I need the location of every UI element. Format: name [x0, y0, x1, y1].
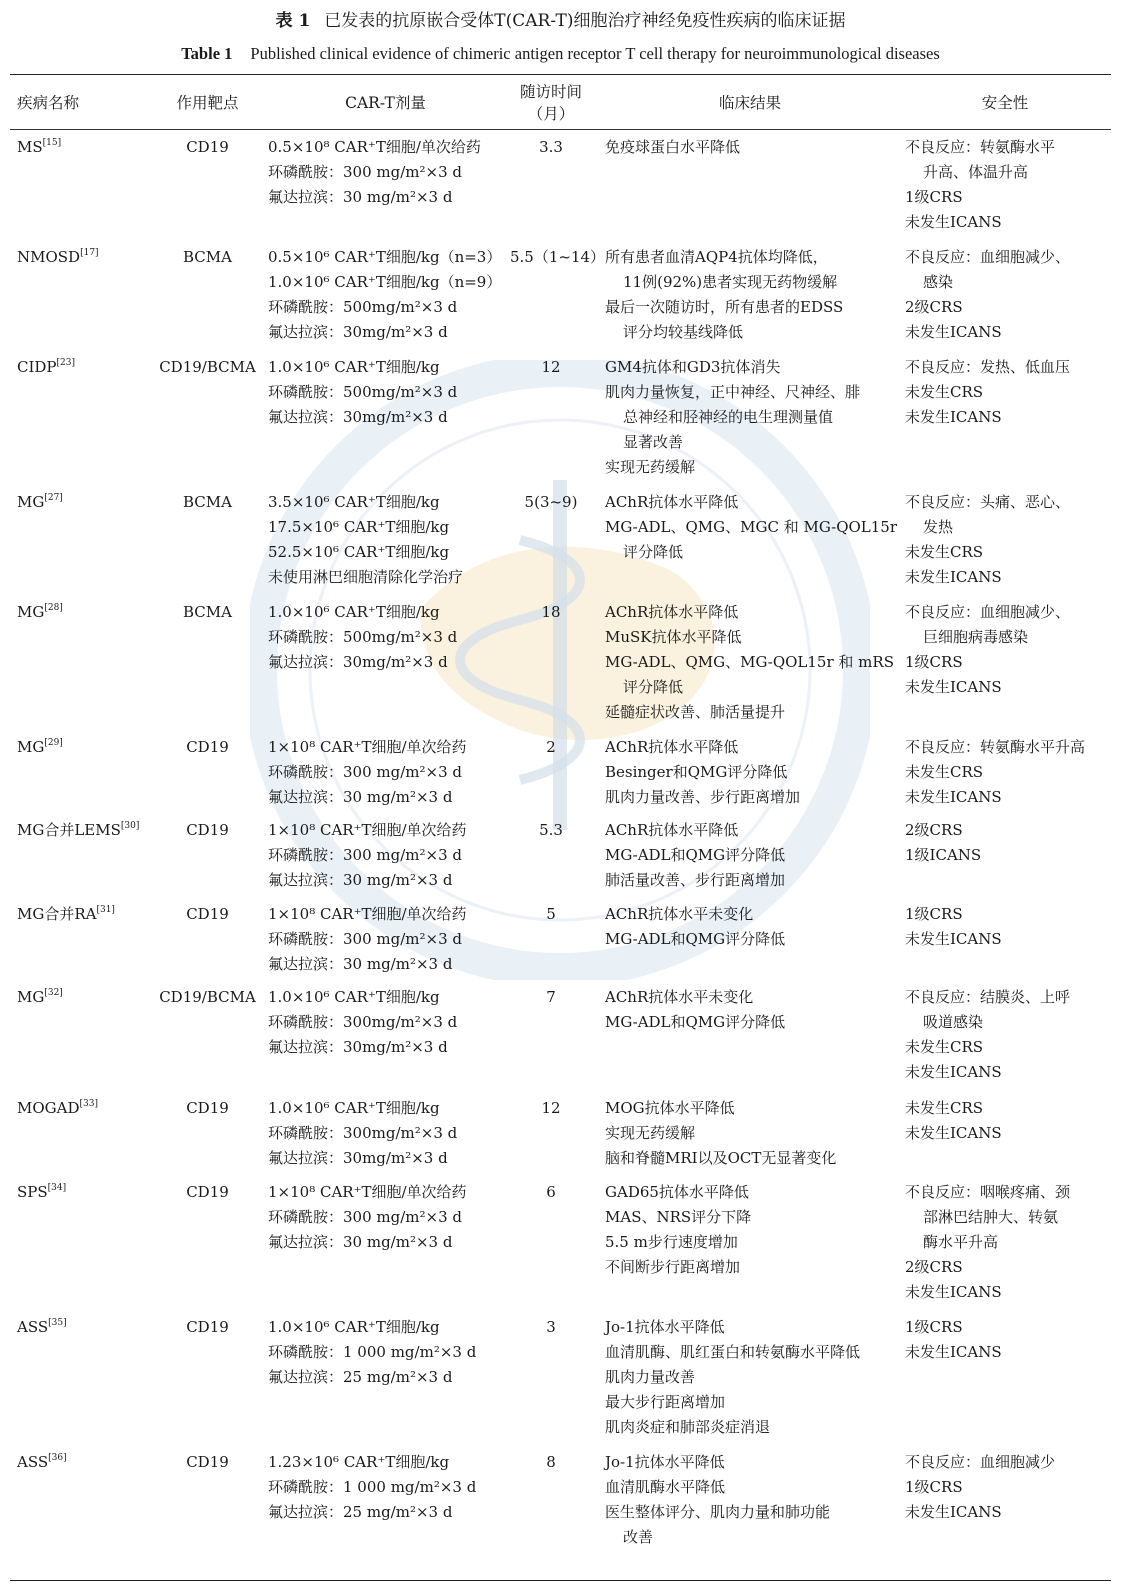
followup-cell: 2: [546, 738, 556, 756]
safety-line: 2级CRS: [905, 1258, 963, 1276]
disease-name-cell: [17, 985, 63, 1010]
header-followup-line1: 随访时间: [519, 83, 582, 101]
result-line: GM4抗体和GD3抗体消失: [605, 358, 781, 376]
header-dose: CAR-T剂量: [345, 94, 426, 112]
result-line: Besinger和QMG评分降低: [605, 763, 788, 781]
safety-cell: [905, 1096, 1002, 1146]
result-cell: [605, 490, 897, 565]
safety-line: 未发生ICANS: [905, 1283, 1002, 1301]
safety-line: 不良反应：头痛、恶心、: [905, 493, 1071, 511]
safety-cell: [905, 818, 981, 868]
result-cell: [605, 985, 785, 1035]
safety-line: 不良反应：发热、低血压: [905, 358, 1071, 376]
dose-line: 环磷酰胺：300mg/m²×3 d: [268, 1013, 458, 1031]
dose-line: 1.0×10⁶ CAR⁺T细胞/kg（n=9）: [268, 273, 502, 291]
safety-line: 未发生ICANS: [905, 1124, 1002, 1142]
dose-cell: [268, 1450, 476, 1525]
result-line: MG-ADL和QMG评分降低: [605, 930, 786, 948]
target-cell: CD19: [186, 1099, 229, 1117]
dose-line: 1×10⁸ CAR⁺T细胞/单次给药: [268, 1183, 467, 1201]
safety-cell: [905, 1180, 1070, 1305]
target-cell: CD19/BCMA: [159, 358, 256, 376]
reference-marker: [32]: [44, 988, 63, 998]
safety-line: 未发生ICANS: [905, 568, 1002, 586]
table-title-cn: 已发表的抗原嵌合受体T(CAR-T)细胞治疗神经免疫性疾病的临床证据: [324, 11, 846, 31]
table-caption-chinese: [0, 8, 1121, 34]
result-line: 医生整体评分、肌肉力量和肺功能: [605, 1503, 831, 1521]
result-line: 不间断步行距离增加: [605, 1258, 741, 1276]
result-line: 11例(92%)患者实现无药物缓解: [623, 273, 838, 291]
safety-line: 未发生CRS: [905, 1099, 984, 1117]
disease-name-cell: [17, 1180, 66, 1205]
reference-marker: [33]: [79, 1099, 98, 1109]
disease-name-cell: [17, 490, 63, 515]
followup-cell: 5(3~9): [524, 493, 578, 511]
dose-line: 1×10⁸ CAR⁺T细胞/单次给药: [268, 738, 467, 756]
disease-name: MG: [17, 988, 45, 1006]
dose-line: 1.23×10⁶ CAR⁺T细胞/kg: [268, 1453, 450, 1471]
result-line: 血清肌酶、肌红蛋白和转氨酶水平降低: [605, 1343, 861, 1361]
result-cell: [605, 1096, 836, 1171]
disease-name: ASS: [17, 1453, 49, 1471]
dose-line: 0.5×10⁸ CAR⁺T细胞/单次给药: [268, 138, 481, 156]
dose-cell: [268, 1315, 476, 1390]
safety-line: 不良反应：结膜炎、上呼: [905, 988, 1071, 1006]
disease-name: ASS: [17, 1318, 49, 1336]
disease-name-cell: [17, 818, 139, 843]
dose-line: 环磷酰胺：1 000 mg/m²×3 d: [268, 1478, 477, 1496]
safety-line: 未发生CRS: [905, 543, 984, 561]
safety-line: 吸道感染: [923, 1013, 984, 1031]
dose-line: 环磷酰胺：1 000 mg/m²×3 d: [268, 1343, 477, 1361]
safety-cell: [905, 1450, 1055, 1525]
dose-line: 1.0×10⁶ CAR⁺T细胞/kg: [268, 1099, 440, 1117]
safety-cell: [905, 1315, 1002, 1365]
disease-name: MG: [17, 493, 45, 511]
result-line: 评分降低: [623, 543, 684, 561]
target-cell: CD19: [186, 1453, 229, 1471]
dose-line: 52.5×10⁶ CAR⁺T细胞/kg: [268, 543, 450, 561]
disease-name-cell: [17, 355, 75, 380]
dose-line: 环磷酰胺：300 mg/m²×3 d: [268, 1208, 462, 1226]
dose-cell: [268, 245, 501, 345]
safety-line: 未发生ICANS: [905, 1343, 1002, 1361]
followup-cell: 5.5（1~14）: [510, 248, 606, 266]
safety-line: 未发生ICANS: [905, 408, 1002, 426]
target-cell: BCMA: [183, 603, 232, 621]
result-line: 最后一次随访时，所有患者的EDSS: [605, 298, 844, 316]
result-line: MG-ADL、QMG、MGC 和 MG-QOL15r: [605, 518, 898, 536]
disease-name: MG合并LEMS: [17, 821, 121, 839]
result-line: 延髓症状改善、肺活量提升: [605, 703, 786, 721]
dose-line: 氟达拉滨：30mg/m²×3 d: [268, 1149, 448, 1167]
result-line: 所有患者血清AQP4抗体均降低，: [605, 248, 828, 266]
result-line: 脑和脊髓MRI以及OCT无显著变化: [605, 1149, 837, 1167]
safety-line: 不良反应：血细胞减少: [905, 1453, 1056, 1471]
safety-line: 未发生ICANS: [905, 213, 1002, 231]
result-line: MG-ADL和QMG评分降低: [605, 1013, 786, 1031]
result-cell: [605, 600, 894, 725]
disease-name: MG合并RA: [17, 905, 97, 923]
table-label-en: Table 1: [181, 44, 233, 63]
result-line: 肌肉力量恢复，正中神经、尺神经、腓: [605, 383, 861, 401]
table-caption-english: [0, 42, 1121, 66]
dose-line: 1×10⁸ CAR⁺T细胞/单次给药: [268, 905, 467, 923]
target-cell: BCMA: [183, 493, 232, 511]
followup-cell: 8: [546, 1453, 556, 1471]
dose-line: 氟达拉滨：25 mg/m²×3 d: [268, 1368, 453, 1386]
result-line: Jo-1抗体水平降低: [605, 1453, 725, 1471]
safety-line: 未发生ICANS: [905, 930, 1002, 948]
dose-line: 环磷酰胺：500mg/m²×3 d: [268, 298, 458, 316]
result-line: MG-ADL和QMG评分降低: [605, 846, 786, 864]
dose-line: 环磷酰胺：300 mg/m²×3 d: [268, 930, 462, 948]
result-line: 免疫球蛋白水平降低: [605, 138, 741, 156]
disease-name: SPS: [17, 1183, 48, 1201]
reference-marker: [17]: [80, 248, 99, 258]
safety-line: 不良反应：血细胞减少、: [905, 603, 1071, 621]
table-header-rule: [10, 129, 1111, 130]
target-cell: CD19: [186, 138, 229, 156]
dose-line: 17.5×10⁶ CAR⁺T细胞/kg: [268, 518, 450, 536]
result-line: MuSK抗体水平降低: [605, 628, 742, 646]
dose-line: 1.0×10⁶ CAR⁺T细胞/kg: [268, 603, 440, 621]
safety-line: 巨细胞病毒感染: [923, 628, 1029, 646]
followup-cell: 5.3: [539, 821, 563, 839]
safety-line: 感染: [923, 273, 954, 291]
dose-line: 环磷酰胺：500mg/m²×3 d: [268, 628, 458, 646]
dose-cell: [268, 1180, 467, 1255]
dose-line: 环磷酰胺：300 mg/m²×3 d: [268, 763, 462, 781]
result-line: AChR抗体水平降低: [605, 821, 739, 839]
safety-line: 不良反应：转氨酶水平升高: [905, 738, 1086, 756]
reference-marker: [31]: [96, 905, 115, 915]
dose-line: 氟达拉滨：30mg/m²×3 d: [268, 323, 448, 341]
dose-cell: [268, 600, 457, 675]
dose-line: 氟达拉滨：30mg/m²×3 d: [268, 408, 448, 426]
reference-marker: [29]: [44, 738, 63, 748]
safety-cell: [905, 490, 1070, 590]
dose-line: 氟达拉滨：30 mg/m²×3 d: [268, 788, 453, 806]
dose-line: 1.0×10⁶ CAR⁺T细胞/kg: [268, 358, 440, 376]
result-line: 总神经和胫神经的电生理测量值: [623, 408, 834, 426]
dose-cell: [268, 985, 457, 1060]
dose-line: 氟达拉滨：30 mg/m²×3 d: [268, 871, 453, 889]
safety-cell: [905, 135, 1055, 235]
safety-cell: [905, 902, 1002, 952]
result-line: 最大步行距离增加: [605, 1393, 726, 1411]
safety-line: 1级CRS: [905, 905, 963, 923]
target-cell: CD19/BCMA: [159, 988, 256, 1006]
reference-marker: [15]: [42, 138, 62, 148]
followup-cell: 3: [546, 1318, 556, 1336]
safety-line: 1级CRS: [905, 1318, 963, 1336]
safety-line: 未发生ICANS: [905, 1063, 1002, 1081]
target-cell: CD19: [186, 821, 229, 839]
dose-line: 氟达拉滨：30 mg/m²×3 d: [268, 1233, 453, 1251]
safety-line: 未发生ICANS: [905, 788, 1002, 806]
result-line: AChR抗体水平未变化: [605, 988, 754, 1006]
safety-line: 不良反应：转氨酶水平: [905, 138, 1056, 156]
header-followup-line2: （月）: [527, 105, 575, 123]
safety-line: 2级CRS: [905, 821, 963, 839]
followup-cell: 3.3: [539, 138, 563, 156]
header-clinical-result: 临床结果: [718, 94, 781, 112]
disease-name-cell: [17, 1450, 67, 1475]
header-target: 作用靶点: [176, 94, 239, 112]
safety-line: 1级ICANS: [905, 846, 982, 864]
result-cell: [605, 1450, 830, 1550]
disease-name-cell: [17, 1096, 98, 1121]
result-line: 肌肉力量改善、步行距离增加: [605, 788, 801, 806]
disease-name-cell: [17, 245, 99, 270]
result-cell: [605, 135, 740, 160]
result-cell: [605, 818, 785, 893]
disease-name-cell: [17, 902, 115, 927]
followup-cell: 12: [541, 1099, 561, 1117]
result-line: AChR抗体水平降低: [605, 603, 739, 621]
followup-cell: 7: [546, 988, 556, 1006]
result-line: 显著改善: [623, 433, 684, 451]
disease-name-cell: [17, 135, 61, 160]
disease-name: NMOSD: [17, 248, 81, 266]
followup-cell: 5: [546, 905, 556, 923]
result-line: 评分均较基线降低: [623, 323, 744, 341]
safety-line: 酶水平升高: [923, 1233, 999, 1251]
safety-line: 1级CRS: [905, 1478, 963, 1496]
result-line: GAD65抗体水平降低: [605, 1183, 749, 1201]
reference-marker: [23]: [56, 358, 76, 368]
safety-line: 1级CRS: [905, 188, 963, 206]
disease-name-cell: [17, 1315, 67, 1340]
disease-name: CIDP: [17, 358, 57, 376]
safety-line: 未发生ICANS: [905, 323, 1002, 341]
dose-line: 环磷酰胺：300mg/m²×3 d: [268, 1124, 458, 1142]
header-safety: 安全性: [981, 94, 1029, 112]
dose-cell: [268, 1096, 457, 1171]
result-cell: [605, 735, 800, 810]
dose-cell: [268, 735, 467, 810]
safety-line: 升高、体温升高: [923, 163, 1029, 181]
disease-name: MOGAD: [17, 1099, 80, 1117]
reference-marker: [27]: [44, 493, 63, 503]
dose-line: 未使用淋巴细胞清除化学治疗: [268, 568, 464, 586]
safety-line: 未发生CRS: [905, 383, 984, 401]
dose-line: 环磷酰胺：300 mg/m²×3 d: [268, 163, 462, 181]
followup-cell: 12: [541, 358, 561, 376]
safety-line: 不良反应：血细胞减少、: [905, 248, 1071, 266]
result-line: MOG抗体水平降低: [605, 1099, 735, 1117]
followup-cell: 6: [546, 1183, 556, 1201]
target-cell: CD19: [186, 738, 229, 756]
dose-cell: [268, 818, 467, 893]
result-line: 肌肉炎症和肺部炎症消退: [605, 1418, 771, 1436]
safety-cell: [905, 355, 1070, 430]
dose-line: 氟达拉滨：30 mg/m²×3 d: [268, 955, 453, 973]
dose-cell: [268, 902, 467, 977]
result-cell: [605, 1180, 751, 1280]
dose-cell: [268, 355, 457, 430]
safety-line: 2级CRS: [905, 298, 963, 316]
reference-marker: [28]: [44, 603, 63, 613]
disease-name: MS: [17, 138, 43, 156]
disease-name-cell: [17, 600, 63, 625]
safety-cell: [905, 985, 1070, 1085]
safety-cell: [905, 735, 1085, 810]
safety-line: 发热: [923, 518, 954, 536]
dose-cell: [268, 490, 463, 590]
safety-line: 不良反应：咽喉疼痛、颈: [905, 1183, 1071, 1201]
result-cell: [605, 902, 785, 952]
result-line: 5.5 m步行速度增加: [605, 1233, 738, 1251]
dose-line: 环磷酰胺：300 mg/m²×3 d: [268, 846, 462, 864]
result-cell: [605, 245, 843, 345]
result-line: 改善: [623, 1528, 654, 1546]
header-followup: [510, 80, 592, 126]
disease-name: MG: [17, 738, 45, 756]
dose-line: 氟达拉滨：30mg/m²×3 d: [268, 1038, 448, 1056]
safety-line: 未发生ICANS: [905, 1503, 1002, 1521]
target-cell: CD19: [186, 905, 229, 923]
dose-line: 3.5×10⁶ CAR⁺T细胞/kg: [268, 493, 440, 511]
dose-line: 0.5×10⁶ CAR⁺T细胞/kg（n=3）: [268, 248, 502, 266]
header-disease-name: 疾病名称: [17, 94, 80, 112]
followup-cell: 18: [541, 603, 561, 621]
result-line: 肌肉力量改善: [605, 1368, 696, 1386]
result-line: 评分降低: [623, 678, 684, 696]
dose-line: 氟达拉滨：30mg/m²×3 d: [268, 653, 448, 671]
reference-marker: [34]: [47, 1183, 67, 1193]
result-line: 实现无药缓解: [605, 458, 696, 476]
table-title-en: Published clinical evidence of chimeric antigen receptor T cell therapy for neuroimmunological diseases: [250, 44, 940, 63]
safety-line: 部淋巴结肿大、转氨: [923, 1208, 1059, 1226]
result-line: 血清肌酶水平降低: [605, 1478, 726, 1496]
dose-line: 环磷酰胺：500mg/m²×3 d: [268, 383, 458, 401]
result-line: AChR抗体水平降低: [605, 738, 739, 756]
table-bottom-rule: [10, 1580, 1111, 1581]
target-cell: CD19: [186, 1318, 229, 1336]
table-top-rule: [10, 74, 1111, 75]
disease-name: MG: [17, 603, 45, 621]
result-line: AChR抗体水平降低: [605, 493, 739, 511]
safety-line: 1级CRS: [905, 653, 963, 671]
safety-cell: [905, 600, 1070, 700]
safety-cell: [905, 245, 1070, 345]
reference-marker: [30]: [120, 821, 140, 831]
target-cell: CD19: [186, 1183, 229, 1201]
dose-line: 氟达拉滨：30 mg/m²×3 d: [268, 188, 453, 206]
dose-line: 1×10⁸ CAR⁺T细胞/单次给药: [268, 821, 467, 839]
result-line: AChR抗体水平未变化: [605, 905, 754, 923]
safety-line: 未发生ICANS: [905, 678, 1002, 696]
dose-line: 氟达拉滨：25 mg/m²×3 d: [268, 1503, 453, 1521]
safety-line: 未发生CRS: [905, 763, 984, 781]
result-cell: [605, 355, 860, 480]
dose-line: 1.0×10⁶ CAR⁺T细胞/kg: [268, 988, 440, 1006]
reference-marker: [35]: [48, 1318, 67, 1328]
dose-cell: [268, 135, 481, 210]
result-line: 肺活量改善、步行距离增加: [605, 871, 786, 889]
dose-line: 1.0×10⁶ CAR⁺T细胞/kg: [268, 1318, 440, 1336]
disease-name-cell: [17, 735, 63, 760]
target-cell: BCMA: [183, 248, 232, 266]
result-line: Jo-1抗体水平降低: [605, 1318, 725, 1336]
table-label-cn: 表 1: [275, 11, 311, 31]
result-cell: [605, 1315, 860, 1440]
safety-line: 未发生CRS: [905, 1038, 984, 1056]
result-line: 实现无药缓解: [605, 1124, 696, 1142]
reference-marker: [36]: [48, 1453, 67, 1463]
result-line: MAS、NRS评分下降: [605, 1208, 752, 1226]
result-line: MG-ADL、QMG、MG-QOL15r 和 mRS: [605, 653, 894, 671]
